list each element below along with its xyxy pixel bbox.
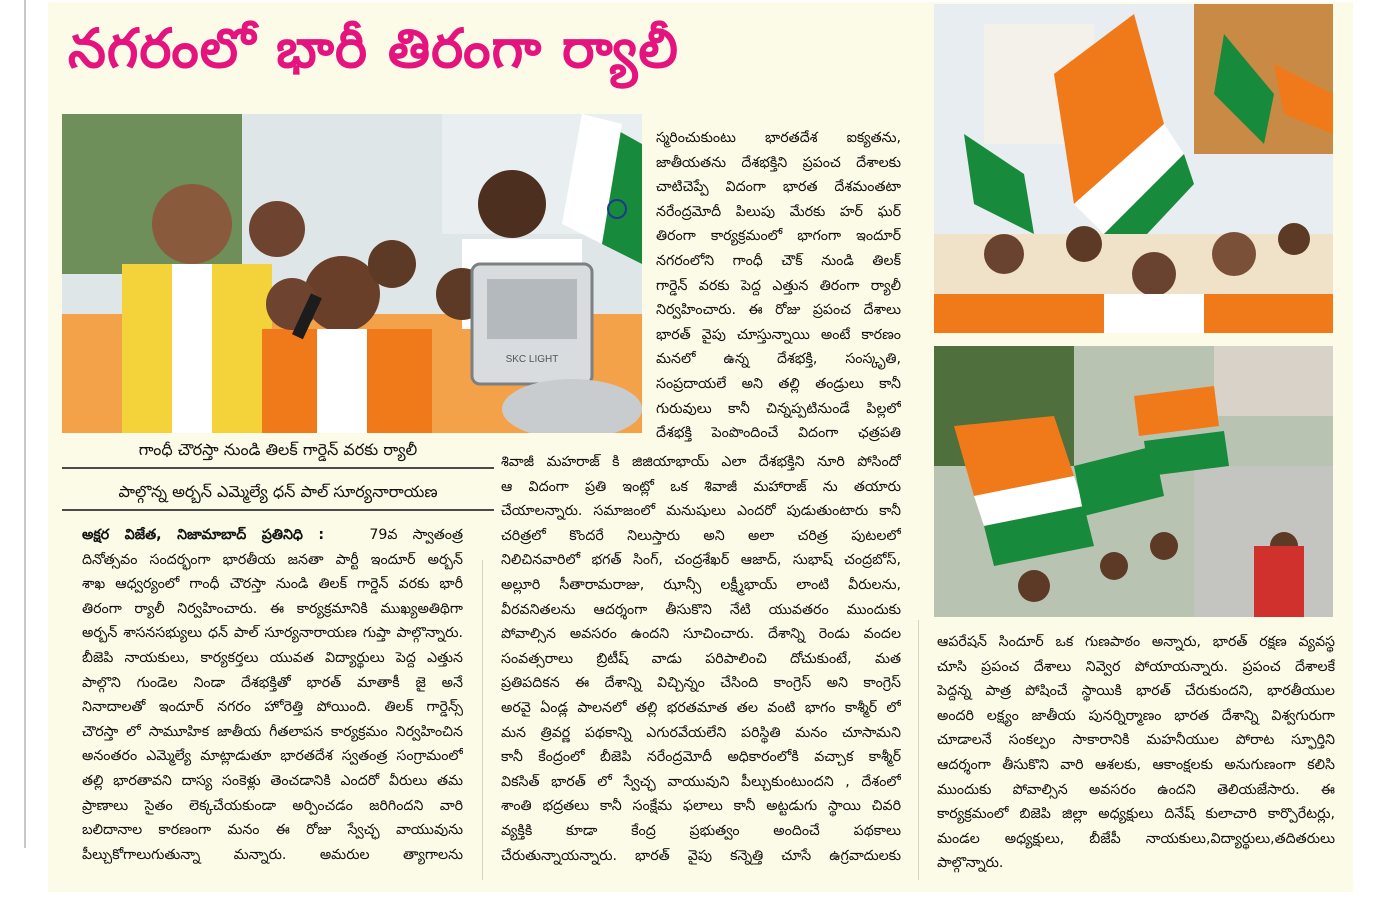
article-column-3 xyxy=(937,630,1335,876)
text-line: పెద్దన్న పాత్ర పోషించే స్థాయికి భారత్ చేరుకుందని, భారతీయుల xyxy=(937,683,1335,700)
text-line: అక్షర విజేత, నిజామాబాద్ ప్రతినిధి : 79వ స్వాతంత్ర xyxy=(82,527,463,543)
text-line: నగరంలోని గాంధీ చౌక్ నుండి తిలక్ xyxy=(656,252,901,269)
text-line: నిలిచినవారిలో భగత్ సింగ్, చంద్రశేఖర్ ఆజాద్, సుభాష్ చంద్రబోస్, xyxy=(501,552,901,569)
text-line: అందరి లక్ష్యం జాతీయ పునర్నిర్మాణం భారత దేశాన్ని విశ్వగురుగా xyxy=(937,707,1335,724)
caption-line-1: గాంధీ చౌరస్తా నుండి తిలక్ గార్డెన్ వరకు ర్యాలీ xyxy=(62,433,494,469)
text-line: మన త్రివర్ణ పథకాన్ని ఎగురవేయలేని పరిస్థితి మనం చూసామని xyxy=(501,724,901,741)
text-line: భారత్ వైపు చూస్తున్నాయి అంటే కారణం xyxy=(656,326,901,343)
text-line: పోవాల్సిన అవసరం ఉందని సూచించారు. దేశాన్ని రెండు వందల xyxy=(501,626,901,643)
photo-caption xyxy=(62,433,494,515)
text-line: నిర్వహించారు. ఈ రోజు ప్రపంచ దేశాలు xyxy=(656,302,901,319)
text-line: శాఖ ఆధ్వర్యంలో గాంధీ చౌరస్తా నుండి తిలక్ గార్డెన్ వరకు భారీ xyxy=(82,576,463,593)
text-line: ఆపరేషన్ సిందూర్ ఒక గుణపాఠం అన్నారు, భారత్ రక్షణ వ్యవస్థ xyxy=(937,634,1335,650)
text-line: చేరుతున్నాయన్నారు. భారత్ వైపు కన్నెత్తి చూసే ఉగ్రవాదులకు xyxy=(501,847,901,864)
text-line: చౌరస్తా లో సామూహిక జాతీయ గీతలాపన కార్యక్రమం నిర్వహించిన xyxy=(82,723,463,740)
article-column-2-top xyxy=(656,126,901,446)
article-column-1 xyxy=(82,523,463,867)
text-line: గార్డెన్ వరకు పెద్ద ఎత్తున తిరంగా ర్యాలీ xyxy=(656,277,901,294)
main-photo xyxy=(62,114,642,433)
text-line: మనలో ఉన్న దేశభక్తి, సంస్కృతి, xyxy=(656,351,901,368)
text-line: నరేంద్రమోదీ పిలుపు మేరకు హర్ ఘర్ xyxy=(656,203,901,220)
speaker-label: SKC LIGHT xyxy=(505,354,559,365)
text-line: దేశభక్తి పెంపొందించే విదంగా ఛత్రపతి xyxy=(656,425,901,442)
column-divider xyxy=(482,560,483,880)
text-line: ఆదర్శంగా తీసుకొని వారి ఆశలకు, ఆకాంక్షలకు అనుగుణంగా కలిసి xyxy=(937,756,1335,773)
text-line: బలిదానాల కారణంగా మనం ఈ రోజు స్వేచ్ఛ వాయువును xyxy=(82,822,463,839)
text-line: అల్లూరి సీతారామరాజు, ఝాన్సీ లక్ష్మీభాయ్ లాంటి వీరులను, xyxy=(501,576,901,593)
text-line: స్మరించుకుంటు భారతదేశ ఐక్యతను, xyxy=(656,130,901,146)
text-line: దినోత్సవం సందర్భంగా భారతీయ జనతా పార్టీ ఇందూర్ అర్బన్ xyxy=(82,551,463,568)
text-line: అనంతరం ఎమ్మెల్యే మాట్లాడుతూ భారతదేశ స్వతంత్ర సంగ్రామంలో xyxy=(82,748,463,765)
text-line: చరిత్రలో కొందరే నిలుస్తారు అని అలా చరిత్ర పుటలలో xyxy=(501,527,901,544)
headline: నగరంలో భారీ తిరంగా ర్యాలీ xyxy=(68,17,679,80)
text-line: తల్లి భారతావని దాస్య సంకెళ్లు తెంచడానికి ఎందరో వీరులు తమ xyxy=(82,772,463,789)
text-line: శాంతి భద్రతలు కానీ సంక్షేమ ఫలాలు కానీ అట్టడుగు స్థాయి చివరి xyxy=(501,798,901,815)
page-margin-rule xyxy=(24,0,26,848)
text-line: నినాదాలతో ఇందూర్ నగరం హోరెత్తి పోయింది. తిలక్ గార్డెన్స్ xyxy=(82,699,463,716)
text-line: కానీ కేంద్రంలో బీజెపి నరేంద్రమోదీ అధికారంలోకి వచ్చాక కాశ్మీర్ xyxy=(501,749,901,766)
text-line: కార్యక్రమంలో బిజెపి జిల్లా అధ్యక్షులు దినేష్ కులాచారి కార్పొరేటర్లు, xyxy=(937,806,1335,823)
text-line: సంప్రదాయలే అని తల్లి తండ్రులు కానీ xyxy=(656,375,901,392)
text-line: మండల అధ్యక్షులు, బీజేపీ నాయకులు,విద్యార్థులు,తదితరులు xyxy=(937,830,1335,847)
text-line: పాల్గొని గుండెల నిండా దేశభక్తితో భారత్ మాతాకీ జై అనే xyxy=(82,674,463,691)
text-line: చాటిచెప్పే విదంగా భారత దేశమంతటా xyxy=(656,179,901,196)
text-line: బీజెపి నాయకులు, కార్యకర్తలు యువత విద్యార్థులు పెద్ద ఎత్తున xyxy=(82,649,463,666)
rally-photo-crowd xyxy=(934,346,1333,617)
text-line: అర్బన్ శాసనసభ్యులు ధన్ పాల్ సూర్యనారాయణ గుప్తా పాల్గొన్నారు. xyxy=(82,625,463,642)
text-line: జాతీయతను దేశభక్తిని ప్రపంచ దేశాలకు xyxy=(656,154,901,171)
text-line: అరవై ఏండ్ల పాలనలో తల్లి భరతమాత తల వంటి భాగం కాశ్మీర్ లో xyxy=(501,699,901,716)
text-line: ఆ విదంగా ప్రతి ఇంట్లో ఒక శివాజీ మహారాజ్ ను తయారు xyxy=(501,478,901,495)
column-divider xyxy=(918,620,919,880)
text-line: సంవత్సరాలు బ్రిటీష్ వాడు పరిపాలించి దోచుకుంటే, మత xyxy=(501,650,901,667)
text-line: ప్రాణాలు సైతం లెక్కచేయకుండా అర్పించడం జరిగిందని వారి xyxy=(82,797,463,814)
text-line: వీరవనితలను ఆదర్శంగా తీసుకొని నేటి యువతరం ముందుకు xyxy=(501,601,901,618)
byline: అక్షర విజేత, నిజామాబాద్ ప్రతినిధి : xyxy=(82,527,325,543)
text-line: వికసిత్ భారత్ లో స్వేచ్ఛ వాయువుని పీల్చుకుంటుందని , దేశంలో xyxy=(501,773,901,790)
text-line: ముందుకు పోవాల్సిన అవసరం ఉందని తెలియజేసారు. ఈ xyxy=(937,781,1335,798)
caption-line-2: పాల్గొన్న అర్బన్ ఎమ్మెల్యే ధన్ పాల్ సూర్యనారాయణ xyxy=(62,475,494,511)
text-line: చేయాలన్నారు. సమాజంలో మనుషులు ఎందరో పుడుతుంటారు కానీ xyxy=(501,503,901,520)
text-line: చూడాలనే సంకల్పం సాకారానికి మహనీయుల పోరాట స్ఫూర్తిని xyxy=(937,732,1335,749)
text-line: తిరంగా ర్యాలీ నిర్వహించారు. ఈ కార్యక్రమానికి ముఖ్యఅతిథిగా xyxy=(82,600,463,617)
rally-photo-top xyxy=(934,4,1333,333)
text-line: చూసి ప్రపంచ దేశాలు నివ్వెర పోయాయన్నారు. ప్రపంచ దేశాలకే xyxy=(937,658,1335,675)
text-line: తిరంగా కార్యక్రమంలో భాగంగా ఇందూర్ xyxy=(656,228,901,245)
text-line: శివాజీ మహరాజ్ కి జిజియాభాయ్ ఎలా దేశభక్తిని నూరి పోసిందో xyxy=(501,454,901,470)
article-column-2-bottom xyxy=(501,450,901,868)
text-line: పీల్చుకోగాలుగుతున్నా మన్నారు. అమరుల త్యాగాలను xyxy=(82,846,463,863)
text-line: పాల్గొన్నారు. xyxy=(937,855,1004,872)
text-line: గురువులు కానీ చిన్నప్పటినుండే పిల్లలో xyxy=(656,400,901,417)
text-line: ప్రతిపదికన ఈ దేశాన్ని విచ్చిన్నం చేసింది కాంగ్రెస్ అని కాంగ్రెస్ xyxy=(501,675,901,692)
text-line: వ్యక్తికి కూడా కేంద్ర ప్రభుత్వం అందించే పథకాలు xyxy=(501,822,901,839)
